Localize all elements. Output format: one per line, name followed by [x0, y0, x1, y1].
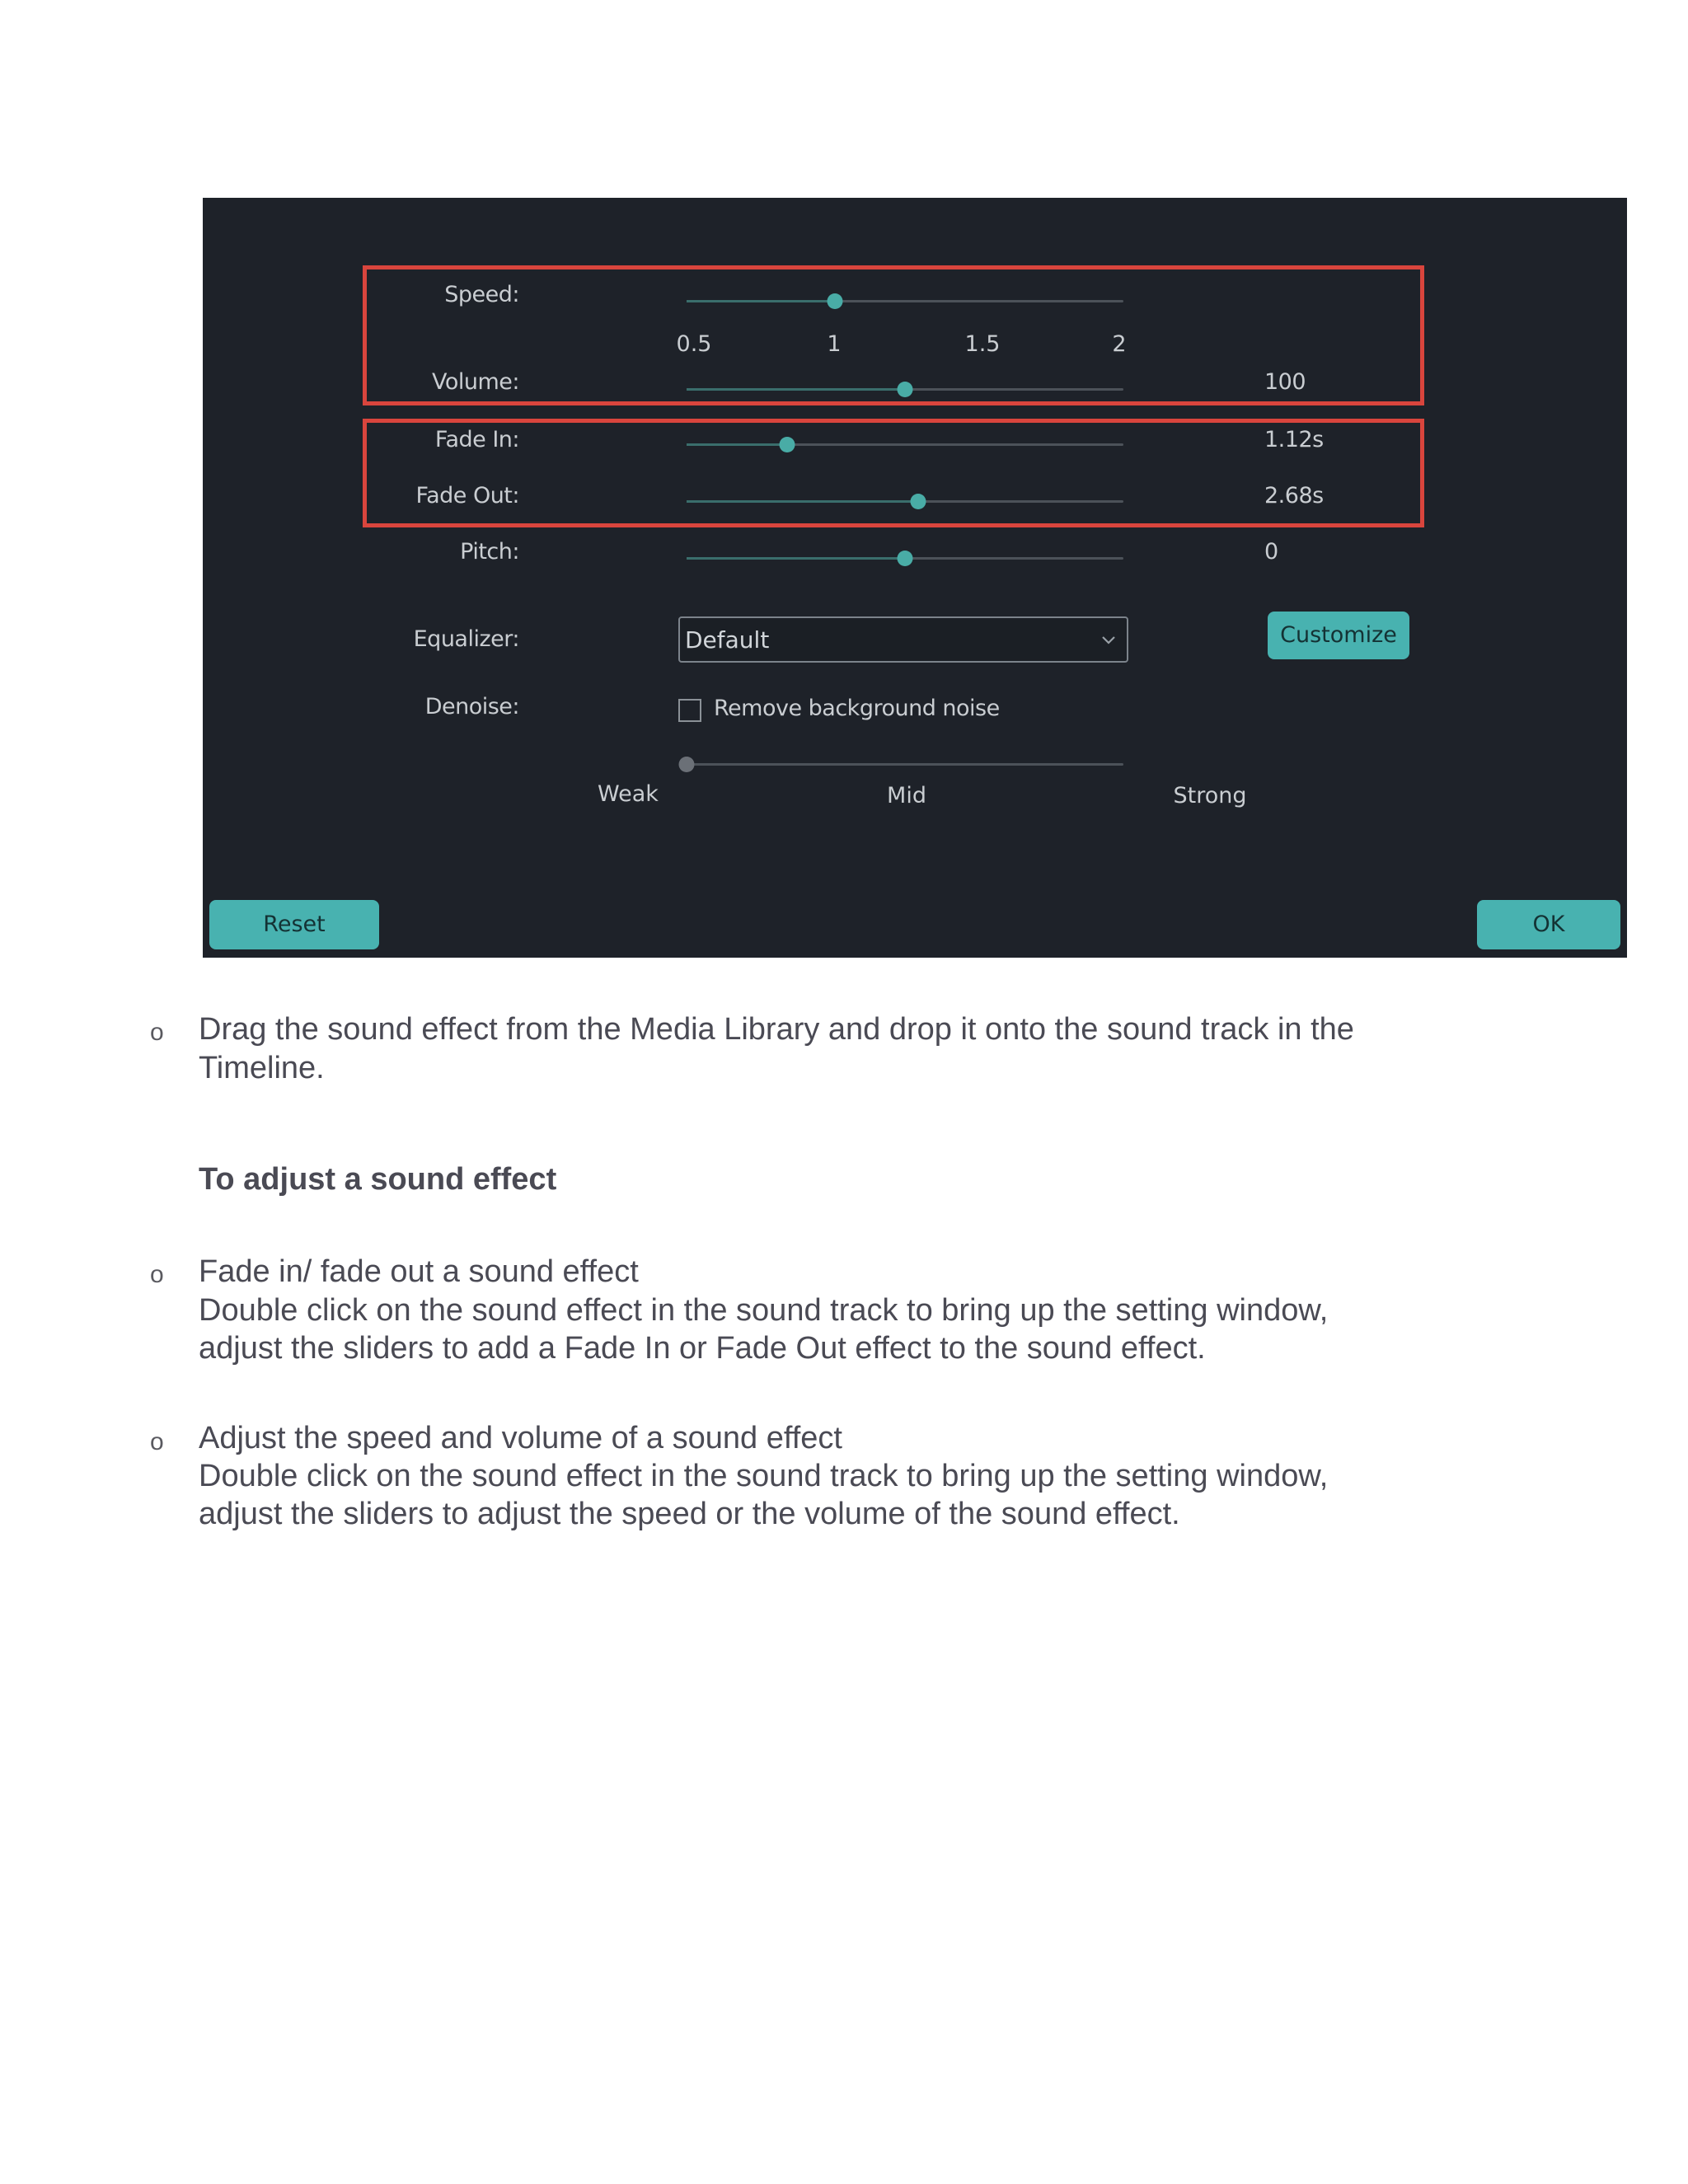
paragraph-line: Timeline.	[199, 1051, 325, 1085]
paragraph-line: Double click on the sound effect in the sound track to bring up the setting window,	[199, 1293, 1329, 1328]
fade-in-slider-handle[interactable]	[779, 437, 795, 452]
volume-label: Volume:	[431, 369, 519, 395]
denoise-checkbox[interactable]	[678, 699, 701, 722]
denoise-checkbox-label: Remove background noise	[714, 696, 1000, 721]
denoise-slider-handle[interactable]	[679, 757, 695, 772]
audio-settings-dialog	[203, 198, 1627, 958]
speed-slider-handle[interactable]	[828, 293, 843, 309]
pitch-slider-handle[interactable]	[898, 551, 913, 566]
speed-slider[interactable]	[687, 300, 1123, 302]
equalizer-selected-value: Default	[685, 626, 770, 654]
fade-out-value: 2.68s	[1264, 483, 1324, 509]
list-item-title: Adjust the speed and volume of a sound effect	[199, 1421, 842, 1455]
denoise-slider[interactable]	[687, 763, 1123, 766]
chevron-down-icon	[1099, 630, 1118, 649]
denoise-weak-label: Weak	[598, 781, 659, 807]
volume-slider[interactable]	[687, 388, 1123, 391]
bullet-marker: o	[150, 1428, 164, 1455]
section-heading: To adjust a sound effect	[199, 1162, 557, 1197]
reset-button[interactable]: Reset	[209, 900, 379, 949]
pitch-slider[interactable]	[687, 557, 1123, 560]
paragraph-line: Drag the sound effect from the Media Library and drop it onto the sound track in the	[199, 1012, 1354, 1047]
equalizer-label: Equalizer:	[413, 626, 519, 652]
speed-tick: 2	[1112, 331, 1127, 357]
ok-button[interactable]: OK	[1477, 900, 1620, 949]
equalizer-dropdown[interactable]	[678, 616, 1128, 663]
fade-out-label: Fade Out:	[415, 483, 519, 509]
paragraph-line: Double click on the sound effect in the sound track to bring up the setting window,	[199, 1459, 1329, 1493]
list-item-title: Fade in/ fade out a sound effect	[199, 1254, 639, 1289]
bullet-marker: o	[150, 1261, 164, 1288]
volume-slider-handle[interactable]	[898, 382, 913, 397]
speed-tick: 0.5	[676, 331, 712, 357]
volume-value: 100	[1264, 369, 1306, 395]
speed-tick: 1	[827, 331, 842, 357]
fade-out-slider[interactable]	[687, 500, 1123, 503]
customize-button[interactable]: Customize	[1268, 612, 1409, 659]
fade-in-label: Fade In:	[434, 427, 519, 452]
pitch-value: 0	[1264, 539, 1278, 565]
paragraph-line: adjust the sliders to adjust the speed or the volume of the sound effect.	[199, 1497, 1180, 1531]
denoise-label: Denoise:	[424, 694, 519, 719]
bullet-marker: o	[150, 1019, 164, 1046]
pitch-label: Pitch:	[460, 539, 519, 565]
denoise-strong-label: Strong	[1173, 783, 1247, 808]
fade-in-value: 1.12s	[1264, 427, 1324, 452]
fade-out-slider-handle[interactable]	[910, 494, 926, 509]
denoise-mid-label: Mid	[887, 783, 926, 808]
speed-tick: 1.5	[964, 331, 1001, 357]
paragraph-line: adjust the sliders to add a Fade In or Fade Out effect to the sound effect.	[199, 1331, 1206, 1366]
speed-label: Speed:	[444, 282, 519, 307]
fade-in-slider[interactable]	[687, 443, 1123, 446]
